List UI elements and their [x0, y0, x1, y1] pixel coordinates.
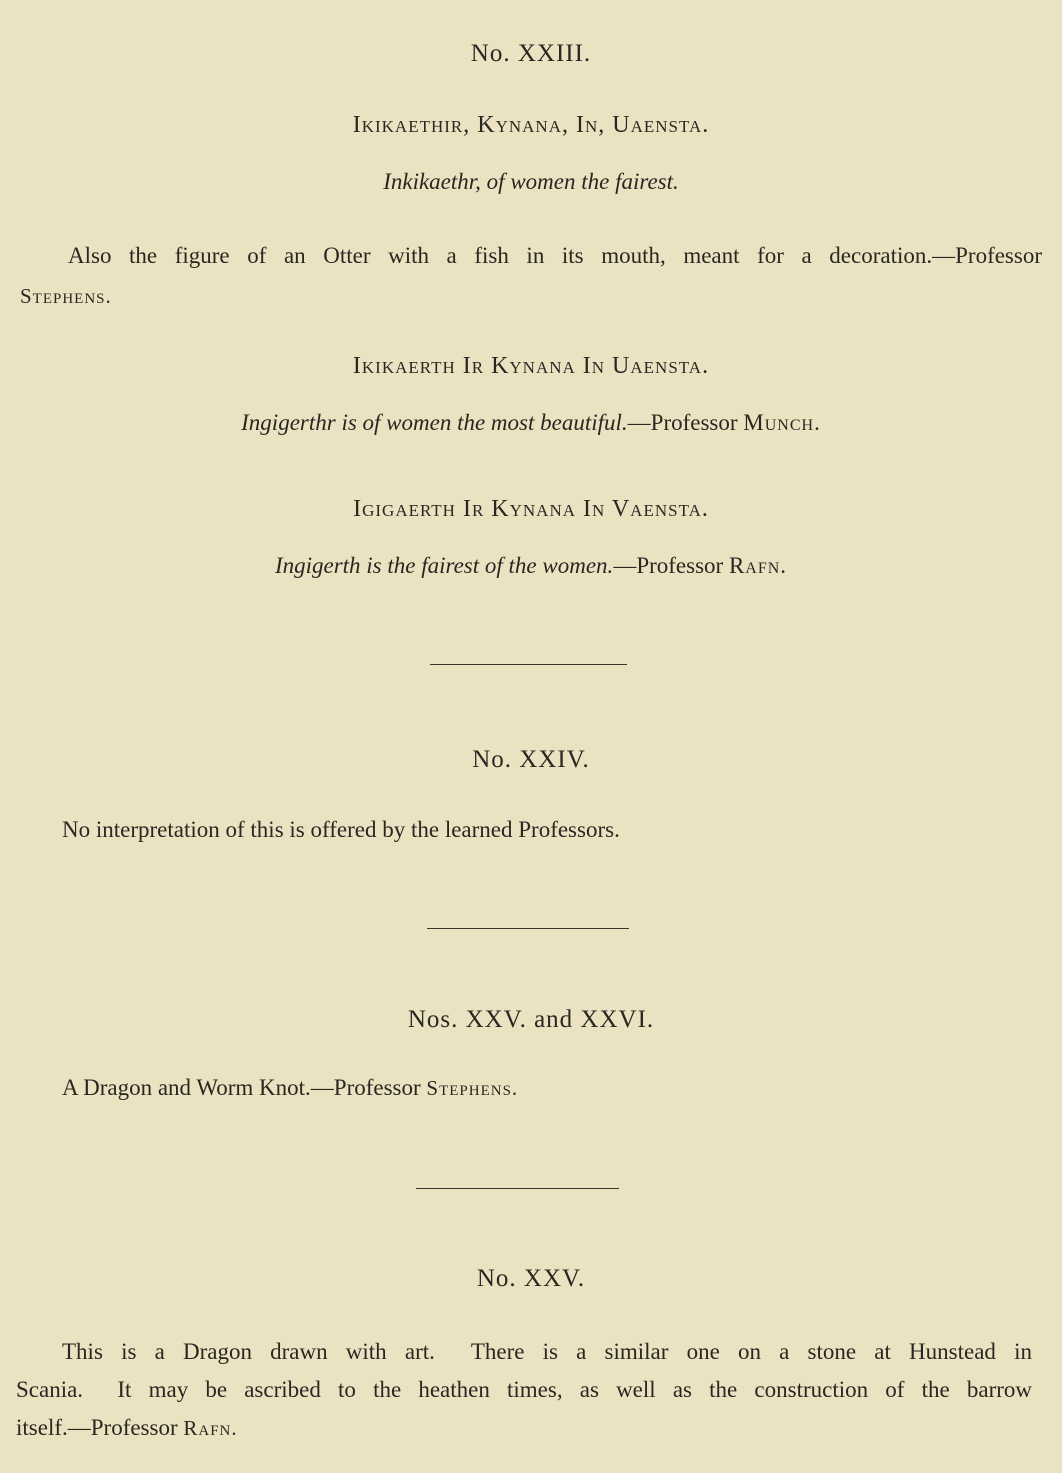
- professor-stephens: Stephens.: [426, 1076, 519, 1100]
- otter-note-line-1: Also the figure of an Otter with a fish in its mouth, meant for a decoration.—Professor: [68, 243, 1042, 268]
- dragon-worm-text-line: [62, 1075, 518, 1101]
- dragon-paragraph-line-3: [16, 1409, 1032, 1447]
- attribution-dash-munch: —Professor: [627, 410, 744, 435]
- translation-stephens: Inkikaethr, of women the fairest.: [383, 169, 679, 194]
- otter-note-line-2: Stephens.: [20, 284, 112, 308]
- section-divider-3: [416, 1188, 619, 1189]
- section-heading-xxv: No. XXV.: [476, 1265, 586, 1292]
- rune-reading-stephens: Ikikaethir, Kynana, In, Uaensta.: [352, 112, 710, 138]
- professor-rafn-2: Rafn.: [183, 1416, 238, 1440]
- dragon-paragraph: [16, 1333, 1032, 1447]
- section-heading-xxiv: No. XXIV.: [472, 746, 590, 773]
- professor-munch: Munch.: [743, 410, 821, 435]
- rune-reading-munch: Ikikaerth Ir Kynana In Uaensta.: [352, 353, 710, 379]
- dragon-paragraph-line-2: Scania. It may be ascribed to the heathen times, as well as the construction of the barrow: [16, 1377, 1032, 1402]
- translation-munch: Ingigerthr is of women the most beautiful.: [241, 410, 628, 435]
- professor-rafn: Rafn.: [728, 553, 788, 578]
- section-divider-2: [427, 928, 629, 929]
- otter-note: [20, 236, 1042, 316]
- translation-rafn-line: [0, 553, 1062, 579]
- rune-reading-rafn: Igigaerth Ir Kynana In Vaensta.: [353, 496, 709, 522]
- dragon-paragraph-line-1: This is a Dragon drawn with art. There is a similar one on a stone at Hunstead in: [62, 1339, 1032, 1364]
- section-heading-xxiii: No. XXIII.: [470, 40, 592, 67]
- section-divider-1: [430, 664, 627, 665]
- xxiv-text: No interpretation of this is offered by the learned Professors.: [62, 817, 620, 842]
- dragon-paragraph-last-text: itself.—Professor: [16, 1415, 184, 1440]
- dragon-worm-text: A Dragon and Worm Knot.—Professor: [62, 1075, 427, 1100]
- attribution-dash-rafn: —Professor: [613, 553, 729, 578]
- translation-rafn: Ingigerth is the fairest of the women.: [274, 553, 614, 578]
- section-heading-xxv-xxvi: Nos. XXV. and XXVI.: [407, 1006, 655, 1033]
- translation-munch-line: [0, 410, 1062, 436]
